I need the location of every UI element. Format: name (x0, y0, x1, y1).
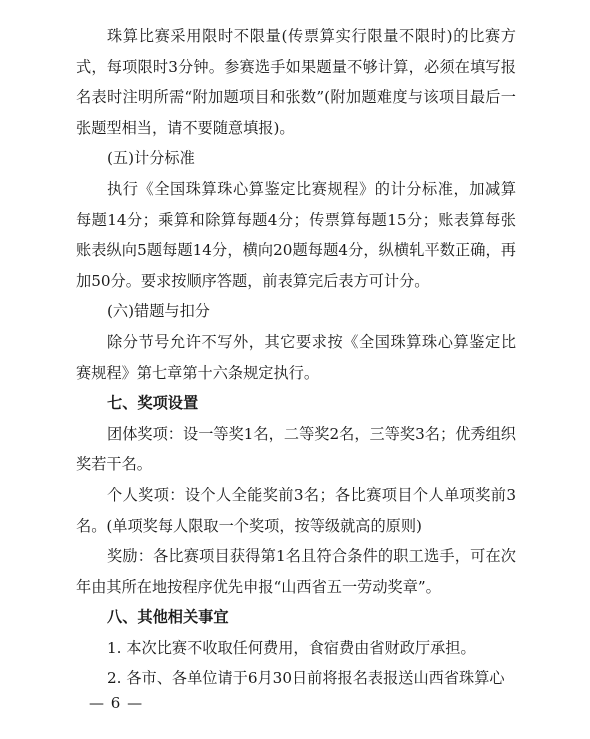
section-heading-errors-deductions: (六)错题与扣分 (107, 302, 210, 321)
document-body (76, 21, 516, 694)
paragraph-individual-awards: 个人奖项：设个人全能奖前3名；各比赛项目个人单项奖前3名。(单项奖每人限取一个奖项，按等级就高的原则) (76, 485, 516, 535)
page-number: — 6 — (89, 694, 144, 712)
paragraph-item-2: 2. 各市、各单位请于6月30日前将报名表报送山西省珠算心 (107, 669, 505, 688)
paragraph-scoring-standard: 执行《全国珠算珠心算鉴定比赛规程》的计分标准，加减算每题14分；乘算和除算每题4分；传票算每题15分；账表算每张账表纵向5题每题14分，横向20题每题4分，纵横轧平数正确，再加50分。要求按顺序答题，前表算完后表方可计分。 (76, 179, 516, 290)
section-heading-other-matters: 八、其他相关事宜 (107, 608, 229, 627)
paragraph-team-awards: 团体奖项：设一等奖1名，二等奖2名，三等奖3名；优秀组织奖若干名。 (76, 424, 516, 474)
paragraph-rewards: 奖励：各比赛项目获得第1名且符合条件的职工选手，可在次年由其所在地按程序优先申报“山西省五一劳动奖章”。 (76, 547, 516, 596)
section-heading-scoring-standard: (五)计分标准 (107, 149, 195, 168)
section-heading-awards: 七、奖项设置 (107, 394, 199, 413)
paragraph-item-1: 1. 本次比赛不收取任何费用，食宿费由省财政厅承担。 (107, 638, 476, 657)
paragraph-scoring-method: 珠算比赛采用限时不限量(传票算实行限量不限时)的比赛方式，每项限时3分钟。参赛选手如果题量不够计算，必须在填写报名表时注明所需“附加题项目和张数”(附加题难度与该项目最后一张题型相当，请不要随意填报)。 (76, 27, 516, 137)
paragraph-errors-deductions: 除分节号允许不写外，其它要求按《全国珠算珠心算鉴定比赛规程》第七章第十六条规定执行。 (76, 332, 516, 382)
